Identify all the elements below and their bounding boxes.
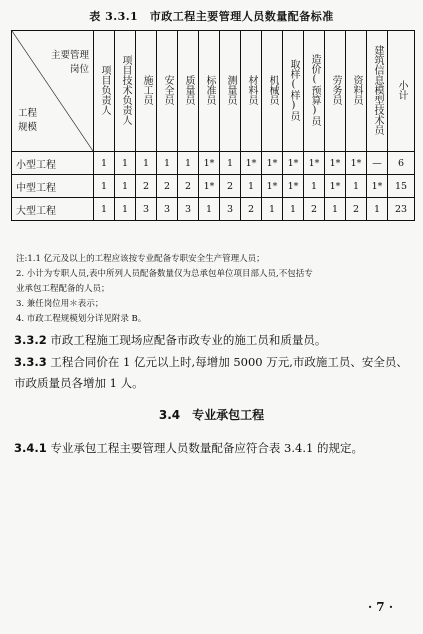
column-header bbox=[304, 31, 325, 152]
column-header bbox=[388, 31, 415, 152]
table-cell: 1 bbox=[115, 152, 136, 175]
table-cell: 1 bbox=[220, 152, 241, 175]
column-header bbox=[367, 31, 388, 152]
column-header bbox=[346, 31, 367, 152]
column-header bbox=[199, 31, 220, 152]
note-2-cont: 业承包工程配备的人员； bbox=[16, 284, 110, 294]
table-cell: 1* bbox=[262, 175, 283, 198]
clause-text: 工程合同价在 1 亿元以上时,每增加 5000 万元,市政施工员、安全员、市政质量员各增加 1 人。 bbox=[14, 355, 408, 390]
table-cell: 1 bbox=[367, 198, 388, 221]
note-4: 4. 市政工程规模划分详见附录 B。 bbox=[16, 314, 147, 324]
table-cell: 2 bbox=[136, 175, 157, 198]
paragraph-3-4-1 bbox=[14, 438, 412, 459]
column-header bbox=[220, 31, 241, 152]
table-cell: 1* bbox=[199, 175, 220, 198]
table-cell: 2 bbox=[241, 198, 262, 221]
table-cell: 1* bbox=[283, 152, 304, 175]
column-header-label: 标准员 bbox=[204, 74, 215, 105]
row-label: 小型工程 bbox=[12, 152, 94, 175]
diag-bottom-line1: 工程 bbox=[18, 108, 38, 119]
column-header-label: 取样(样)员 bbox=[288, 58, 299, 121]
table-cell: 2 bbox=[346, 198, 367, 221]
table-cell: 1 bbox=[325, 198, 346, 221]
column-header bbox=[325, 31, 346, 152]
clause-text: 市政工程施工现场应配备市政专业的施工员和质量员。 bbox=[50, 333, 327, 347]
diagonal-header-cell bbox=[12, 31, 94, 152]
table-cell: 6 bbox=[388, 152, 415, 175]
table-cell: 1 bbox=[136, 152, 157, 175]
table-cell: 1* bbox=[241, 152, 262, 175]
table-cell: 1* bbox=[346, 152, 367, 175]
column-header-label: 项目技术负责人 bbox=[120, 54, 131, 125]
column-header-label: 资料员 bbox=[351, 74, 362, 105]
table-cell: 2 bbox=[157, 175, 178, 198]
column-header bbox=[178, 31, 199, 152]
column-header-label: 施工员 bbox=[141, 74, 152, 105]
table-cell: 1* bbox=[367, 175, 388, 198]
clause-number: 3.3.3 bbox=[14, 355, 47, 369]
table-cell: 1* bbox=[325, 175, 346, 198]
table-cell: — bbox=[367, 152, 388, 175]
table-cell: 15 bbox=[388, 175, 415, 198]
row-label: 中型工程 bbox=[12, 175, 94, 198]
column-header bbox=[283, 31, 304, 152]
section-heading: 3.4 专业承包工程 bbox=[158, 408, 265, 422]
table-notes bbox=[16, 252, 411, 327]
table-cell: 3 bbox=[220, 198, 241, 221]
table-cell: 2 bbox=[220, 175, 241, 198]
diag-bottom-line2: 规模 bbox=[18, 122, 38, 133]
clause-number: 3.3.2 bbox=[14, 333, 47, 347]
table-cell: 1 bbox=[115, 198, 136, 221]
table-cell: 1 bbox=[199, 198, 220, 221]
column-header bbox=[241, 31, 262, 152]
diag-top-line2: 岗位 bbox=[69, 64, 89, 75]
column-header-label: 劳务员 bbox=[330, 74, 341, 105]
table-cell: 2 bbox=[304, 198, 325, 221]
paragraph-3-3-3 bbox=[14, 352, 412, 394]
table-cell: 1 bbox=[346, 175, 367, 198]
table-cell: 1 bbox=[304, 175, 325, 198]
table-cell: 1 bbox=[94, 152, 115, 175]
table-cell: 3 bbox=[178, 198, 199, 221]
column-header-label: 质量员 bbox=[183, 74, 194, 105]
table-cell: 1 bbox=[94, 175, 115, 198]
table-row bbox=[12, 198, 415, 221]
table-cell: 1 bbox=[157, 152, 178, 175]
table-title: 表 3.3.1 市政工程主要管理人员数量配备标准 bbox=[89, 10, 334, 23]
staffing-table bbox=[11, 30, 415, 221]
column-header-label: 测量员 bbox=[225, 74, 236, 105]
table-cell: 2 bbox=[178, 175, 199, 198]
note-1: 注:1.1 亿元及以上的工程应该按专业配备专职安全生产管理人员； bbox=[16, 254, 265, 264]
table-row bbox=[12, 175, 415, 198]
table-cell: 1* bbox=[304, 152, 325, 175]
diag-header-top bbox=[51, 49, 89, 77]
table-cell: 3 bbox=[157, 198, 178, 221]
column-header-label: 造价(预算)员 bbox=[309, 53, 320, 126]
table-cell: 1* bbox=[325, 152, 346, 175]
column-header-label: 建筑信息模型技术员 bbox=[372, 44, 383, 135]
column-header-label: 安全员 bbox=[162, 74, 173, 105]
column-header-label: 项目负责人 bbox=[99, 64, 110, 115]
clause-number: 3.4.1 bbox=[14, 441, 47, 455]
column-header bbox=[157, 31, 178, 152]
diag-header-bottom bbox=[18, 107, 37, 135]
table-cell: 1 bbox=[262, 198, 283, 221]
column-header bbox=[115, 31, 136, 152]
clause-text: 专业承包工程主要管理人员数量配备应符合表 3.4.1 的规定。 bbox=[50, 441, 363, 455]
table-cell: 1* bbox=[283, 175, 304, 198]
column-header-label: 材料员 bbox=[246, 74, 257, 105]
paragraph-3-3-2 bbox=[14, 330, 412, 351]
table-cell: 1 bbox=[241, 175, 262, 198]
table-header-row bbox=[12, 31, 415, 152]
column-header bbox=[136, 31, 157, 152]
column-header-label: 机械员 bbox=[267, 74, 278, 105]
column-header-label: 小计 bbox=[396, 79, 407, 100]
row-label: 大型工程 bbox=[12, 198, 94, 221]
table-cell: 1* bbox=[199, 152, 220, 175]
column-header bbox=[94, 31, 115, 152]
table-cell: 1 bbox=[115, 175, 136, 198]
diag-top-line1: 主要管理 bbox=[50, 50, 89, 61]
table-cell: 1 bbox=[178, 152, 199, 175]
column-header bbox=[262, 31, 283, 152]
table-cell: 1 bbox=[94, 198, 115, 221]
table-cell: 23 bbox=[388, 198, 415, 221]
table-row bbox=[12, 152, 415, 175]
table-cell: 3 bbox=[136, 198, 157, 221]
note-3: 3. 兼任岗位用＊表示； bbox=[16, 299, 104, 309]
table-cell: 1* bbox=[262, 152, 283, 175]
table-cell: 1 bbox=[283, 198, 304, 221]
page-number: · 7 · bbox=[367, 600, 393, 614]
note-2: 2. 小计为专职人员,表中所列人员配备数量仅为总承包单位项目部人员,不包括专 bbox=[16, 269, 313, 279]
